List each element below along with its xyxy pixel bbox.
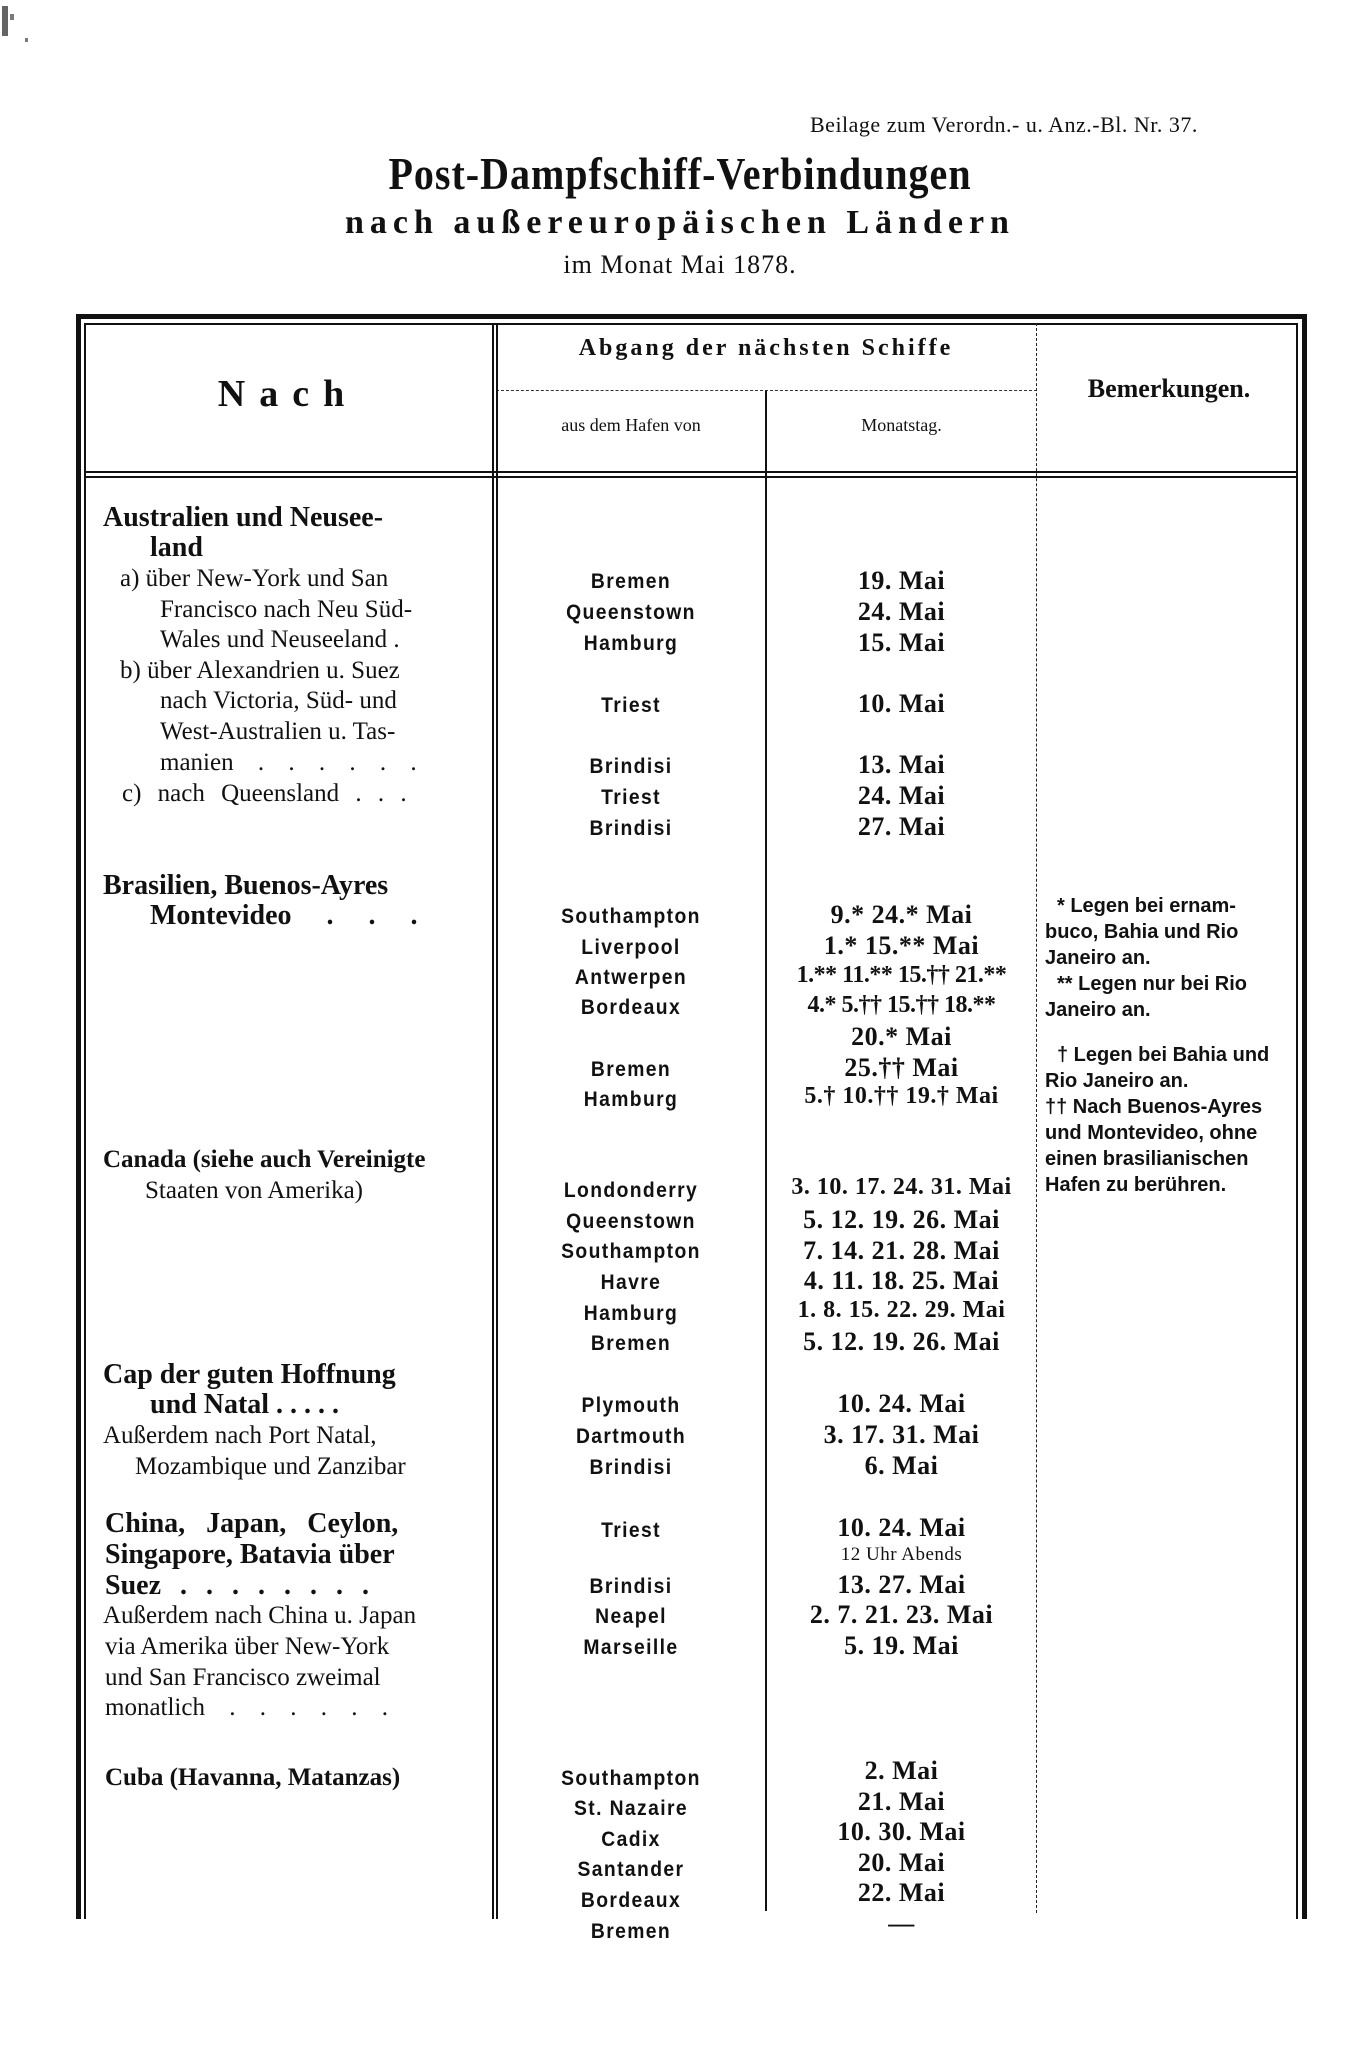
column-divider-destination xyxy=(492,323,494,1919)
departure-port: Bordeaux xyxy=(580,996,682,1019)
remark-line: Janeiro an. xyxy=(1045,999,1151,1021)
departure-port: Plymouth xyxy=(581,1394,681,1417)
destination-line: monatlich . . . . . . xyxy=(105,1694,388,1721)
column-header-day: Monatstag. xyxy=(861,415,942,435)
remark-line: Rio Janeiro an. xyxy=(1045,1070,1189,1092)
departure-days: 13. 27. Mai xyxy=(837,1570,966,1599)
remark-line: †† Nach Buenos-Ayres xyxy=(1045,1096,1263,1118)
departure-days: 10. 30. Mai xyxy=(837,1817,966,1846)
remark-line: buco, Bahia und Rio xyxy=(1045,921,1239,943)
departure-days: 5. 12. 19. 26. Mai xyxy=(803,1327,1000,1356)
departure-days: 2. Mai xyxy=(864,1756,939,1785)
scan-artifact xyxy=(2,6,8,36)
departure-port: Londonderry xyxy=(563,1179,699,1202)
departure-days: 1. 8. 15. 22. 29. Mai xyxy=(797,1297,1006,1323)
header-separator xyxy=(84,471,1298,473)
departure-port: Dartmouth xyxy=(575,1425,687,1448)
destination-line: Außerdem nach Port Natal, xyxy=(103,1422,377,1449)
departure-days: 10. 24. Mai xyxy=(837,1513,966,1542)
departure-port: St. Nazaire xyxy=(574,1797,688,1820)
departure-days: 1.** 11.** 15.†† 21.** xyxy=(796,962,1007,988)
remark-line: ** Legen nur bei Rio xyxy=(1057,973,1248,995)
departure-days: 24. Mai xyxy=(857,597,946,626)
departure-days: 2. 7. 21. 23. Mai xyxy=(809,1600,994,1629)
departure-port: Southampton xyxy=(561,1767,701,1790)
departure-port: Triest xyxy=(601,786,661,809)
departure-port: Marseille xyxy=(583,1636,679,1659)
destination-line: und Natal . . . . . xyxy=(150,1389,340,1420)
document-subtitle: nach außereuropäischen Ländern xyxy=(345,204,1015,241)
departure-port: Havre xyxy=(600,1271,662,1294)
departure-port: Brindisi xyxy=(589,1575,673,1598)
scan-artifact xyxy=(25,38,28,42)
destination-line: Australien und Neusee- xyxy=(103,502,384,533)
departure-days: 21. Mai xyxy=(857,1787,946,1816)
column-header-port: aus dem Hafen von xyxy=(561,415,701,435)
destination-line: c) nach Queensland . . . xyxy=(122,780,407,807)
departure-days: 27. Mai xyxy=(857,812,946,841)
table-border-top xyxy=(76,314,1306,319)
departure-port: Hamburg xyxy=(583,1302,679,1325)
column-header-destination: Nach xyxy=(217,373,359,415)
departure-port: Southampton xyxy=(561,1240,701,1263)
header-separator-2 xyxy=(84,476,1298,478)
departure-days: 25.†† Mai xyxy=(844,1053,959,1082)
destination-line: Mozambique und Zanzibar xyxy=(135,1453,406,1480)
subheader-separator xyxy=(496,390,1037,391)
departure-port: Queenstown xyxy=(566,601,696,624)
departure-port: Brindisi xyxy=(589,817,673,840)
departure-port: Triest xyxy=(601,1519,661,1542)
departure-port: Queenstown xyxy=(566,1210,696,1233)
table-border-left xyxy=(76,314,81,1919)
departure-days: 10. 24. Mai xyxy=(837,1389,966,1418)
supplement-reference: Beilage zum Verordn.- u. Anz.-Bl. Nr. 37. xyxy=(810,112,1198,137)
departure-port: Bremen xyxy=(590,1920,672,1943)
departure-days: 15. Mai xyxy=(857,628,946,657)
destination-line: nach Victoria, Süd- und xyxy=(160,687,397,714)
remark-line: einen brasilianischen xyxy=(1045,1148,1249,1170)
remark-line: Janeiro an. xyxy=(1045,947,1151,969)
remark-line: Hafen zu berühren. xyxy=(1045,1174,1227,1196)
destination-line: a) über New-York und San xyxy=(120,565,389,592)
departure-days: 7. 14. 21. 28. Mai xyxy=(803,1236,1000,1265)
departure-days: — xyxy=(888,1909,915,1938)
departure-port: Bremen xyxy=(590,1058,672,1081)
column-divider-remarks xyxy=(1036,323,1037,1913)
departure-days: 5. 12. 19. 26. Mai xyxy=(803,1205,1000,1234)
departure-port: Neapel xyxy=(595,1605,667,1628)
destination-line: Francisco nach Neu Süd- xyxy=(160,596,413,623)
departure-port: Triest xyxy=(601,694,661,717)
departure-port: Cadix xyxy=(601,1828,661,1851)
departure-port: Bremen xyxy=(590,1332,672,1355)
departure-days: 10. Mai xyxy=(857,689,946,718)
departure-days: 24. Mai xyxy=(857,781,946,810)
departure-days: 5.† 10.†† 19.† Mai xyxy=(804,1083,999,1109)
table-border-top-inner xyxy=(84,323,1298,325)
destination-line: Wales und Neuseeland . xyxy=(160,626,400,653)
table-border-right xyxy=(1302,314,1307,1919)
destination-line: Staaten von Amerika) xyxy=(145,1177,363,1204)
destination-line: Montevideo . . . xyxy=(150,900,418,931)
destination-line: und San Francisco zweimal xyxy=(105,1664,381,1691)
column-header-remarks: Bemerkungen. xyxy=(1087,374,1251,403)
document-title: Post-Dampfschiff-Verbindungen xyxy=(388,147,972,200)
scan-artifact xyxy=(10,14,14,20)
departure-days: 20. Mai xyxy=(857,1848,946,1877)
remark-line: * Legen bei ernam- xyxy=(1057,895,1236,917)
departure-port: Bremen xyxy=(590,570,672,593)
departure-port: Liverpool xyxy=(581,936,681,959)
departure-port: Brindisi xyxy=(589,1456,673,1479)
departure-days: 9.* 24.* Mai xyxy=(830,900,973,929)
departure-days: 4. 11. 18. 25. Mai xyxy=(803,1266,1000,1295)
departure-days: 5. 19. Mai xyxy=(844,1631,959,1660)
table-border-left-inner xyxy=(84,323,86,1919)
departure-time-note: 12 Uhr Abends xyxy=(840,1544,963,1565)
destination-line: Singapore, Batavia über xyxy=(105,1539,395,1570)
destination-line: via Amerika über New-York xyxy=(105,1633,390,1660)
destination-line: Außerdem nach China u. Japan xyxy=(103,1602,417,1629)
departure-port: Bordeaux xyxy=(580,1889,682,1912)
destination-line: land xyxy=(150,532,203,563)
column-divider-destination-2 xyxy=(496,323,498,1919)
destination-line: Cap der guten Hoffnung xyxy=(103,1359,396,1390)
departure-days: 13. Mai xyxy=(857,750,946,779)
destination-line: China, Japan, Ceylon, xyxy=(105,1508,399,1539)
departure-days: 20.* Mai xyxy=(851,1022,952,1051)
destination-line: Cuba (Havanna, Matanzas) xyxy=(105,1764,401,1791)
departure-port: Brindisi xyxy=(589,755,673,778)
column-header-departures: Abgang der nächsten Schiffe xyxy=(578,335,954,361)
document-period: im Monat Mai 1878. xyxy=(563,250,797,279)
destination-line: Brasilien, Buenos-Ayres xyxy=(103,870,389,901)
departure-port: Antwerpen xyxy=(574,966,688,989)
departure-port: Santander xyxy=(577,1858,685,1881)
departure-days: 4.* 5.†† 15.†† 18.** xyxy=(807,992,996,1018)
remark-line: † Legen bei Bahia und xyxy=(1057,1044,1270,1066)
destination-line: West-Australien u. Tas- xyxy=(160,718,396,745)
remark-line: und Montevideo, ohne xyxy=(1045,1122,1258,1144)
departure-days: 1.* 15.** Mai xyxy=(823,931,980,960)
table-border-right-inner xyxy=(1296,323,1298,1919)
departure-days: 22. Mai xyxy=(857,1878,946,1907)
departure-port: Hamburg xyxy=(583,632,679,655)
destination-line: Canada (siehe auch Vereinigte xyxy=(103,1146,426,1173)
departure-port: Hamburg xyxy=(583,1088,679,1111)
destination-line: manien . . . . . . xyxy=(160,749,417,776)
departure-port: Southampton xyxy=(561,905,701,928)
departure-days: 19. Mai xyxy=(857,566,946,595)
departure-days: 3. 17. 31. Mai xyxy=(823,1420,980,1449)
destination-line: b) über Alexandrien u. Suez xyxy=(120,657,400,684)
departure-days: 6. Mai xyxy=(864,1451,939,1480)
departure-days: 3. 10. 17. 24. 31. Mai xyxy=(791,1174,1012,1200)
destination-line: Suez . . . . . . . . xyxy=(105,1570,369,1601)
